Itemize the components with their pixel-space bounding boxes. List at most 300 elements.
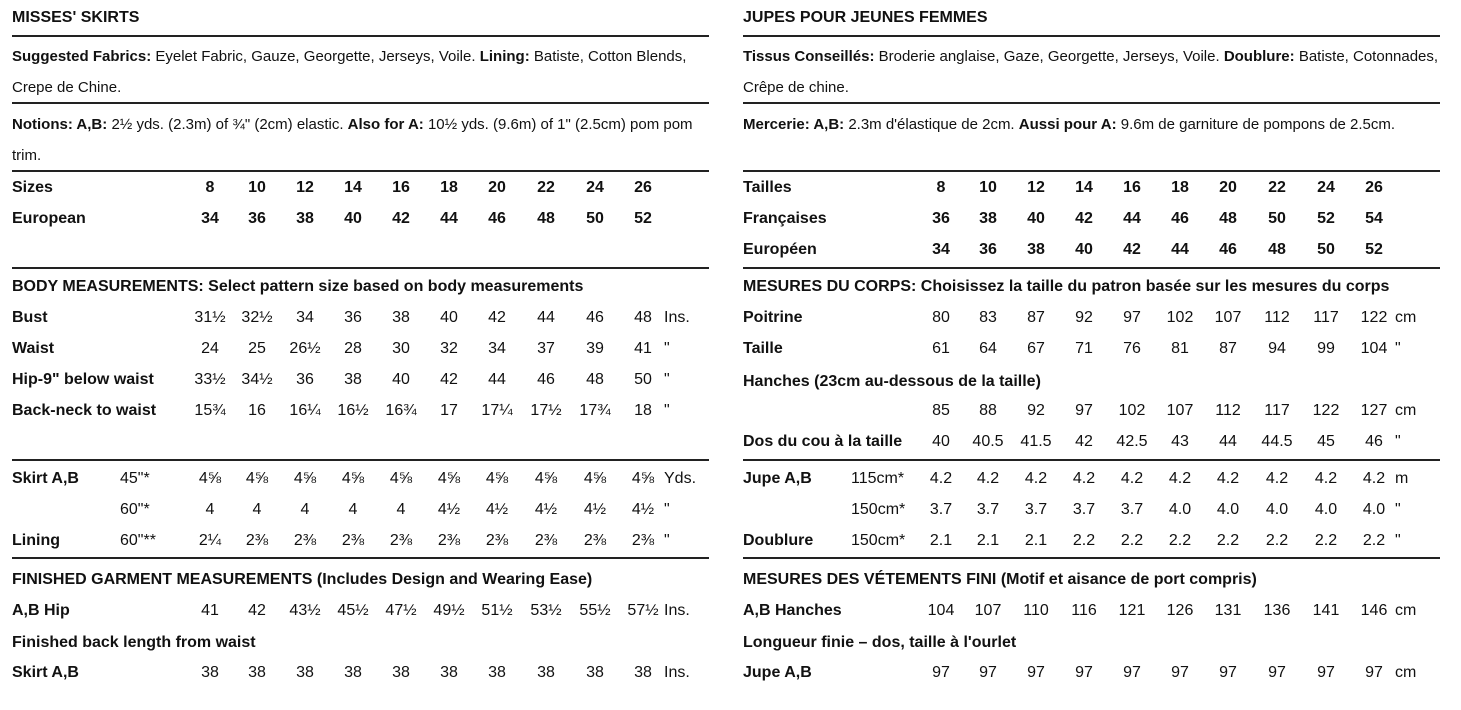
table-cell: 20 [488, 179, 506, 196]
table-cell: 17¼ [481, 402, 513, 419]
table-cell: 87 [1027, 309, 1045, 326]
table-cell: 4 [252, 501, 262, 518]
table-cell: 46 [1219, 241, 1237, 258]
table-cell: 44 [1123, 210, 1141, 227]
table-cell: 16 [1123, 179, 1141, 196]
row-label: Lining [12, 532, 60, 549]
unit-label: m [1395, 470, 1409, 487]
table-cell: 48 [1219, 210, 1237, 227]
table-cell: 112 [1215, 402, 1241, 419]
fabrics-paragraph [12, 41, 712, 103]
table-row [743, 205, 1440, 236]
table-cell: 22 [537, 179, 555, 196]
table-cell: 2.1 [1024, 532, 1048, 549]
table-cell: 2⅜ [293, 532, 317, 549]
row-label: Doublure [743, 532, 814, 549]
table-cell: 2⅜ [631, 532, 655, 549]
table-cell: 4.2 [1168, 470, 1192, 487]
unit-label: cm [1395, 602, 1417, 619]
table-cell: 107 [1166, 402, 1194, 419]
table-row [743, 397, 1440, 428]
table-cell: 46 [488, 210, 506, 227]
table-cell: 38 [979, 210, 997, 227]
table-cell: 43 [1171, 433, 1189, 450]
table-cell: 83 [979, 309, 997, 326]
table-cell: 34 [932, 241, 950, 258]
divider [743, 557, 1440, 559]
table-cell: 36 [296, 371, 314, 388]
table-cell: 57½ [627, 602, 659, 619]
table-cell: 92 [1075, 309, 1093, 326]
also-label: Aussi pour A: [1018, 116, 1117, 133]
table-cell: 141 [1312, 602, 1340, 619]
row-label: Hip-9" below waist [12, 371, 154, 388]
table-cell: 38 [248, 664, 266, 681]
table-cell: 3.7 [929, 501, 953, 518]
table-cell: 44 [1171, 241, 1189, 258]
table-cell: 42.5 [1116, 433, 1148, 450]
table-cell: 131 [1214, 602, 1242, 619]
table-cell: 2⅜ [341, 532, 365, 549]
table-cell: 41 [634, 340, 652, 357]
table-row [743, 597, 1440, 628]
table-cell: 33½ [194, 371, 226, 388]
table-row [12, 304, 709, 335]
table-cell: 4⅝ [534, 470, 558, 487]
table-cell: 42 [248, 602, 266, 619]
table-cell: 50 [634, 371, 652, 388]
fabric-width-label: 60"** [120, 532, 156, 549]
table-cell: 4.2 [1024, 470, 1048, 487]
table-cell: 44 [1219, 433, 1237, 450]
row-label: Jupe A,B [743, 470, 812, 487]
table-row [743, 236, 1440, 267]
table-cell: 3.7 [1072, 501, 1096, 518]
table-row [12, 205, 709, 236]
table-cell: 36 [932, 210, 950, 227]
table-cell: 40 [440, 309, 458, 326]
row-label: A,B Hanches [743, 602, 842, 619]
table-cell: 4.0 [1314, 501, 1338, 518]
table-cell: 4 [348, 501, 358, 518]
table-cell: 24 [586, 179, 604, 196]
unit-label: cm [1395, 309, 1417, 326]
table-cell: 49½ [433, 602, 465, 619]
table-cell: 117 [1264, 402, 1290, 419]
table-cell: 136 [1263, 602, 1291, 619]
table-cell: 10 [979, 179, 997, 196]
table-cell: 112 [1264, 309, 1290, 326]
table-cell: 122 [1360, 309, 1388, 326]
table-cell: 38 [296, 664, 314, 681]
table-cell: 46 [1365, 433, 1383, 450]
table-cell: 87 [1219, 340, 1237, 357]
divider [12, 267, 709, 269]
table-cell: 42 [1075, 210, 1093, 227]
table-cell: 2.2 [1265, 532, 1289, 549]
table-cell: 71 [1075, 340, 1093, 357]
table-cell: 16 [392, 179, 410, 196]
hip-label: Hanches (23cm au-dessous de la taille) [743, 373, 1041, 390]
table-cell: 4 [396, 501, 406, 518]
table-cell: 53½ [530, 602, 562, 619]
table-cell: 61 [932, 340, 950, 357]
table-cell: 52 [634, 210, 652, 227]
table-cell: 4.2 [1216, 470, 1240, 487]
lining-text: Batiste, Cotton Blends, Crepe de Chine. [12, 48, 687, 96]
table-cell: 18 [634, 402, 652, 419]
table-cell: 104 [927, 602, 955, 619]
table-cell: 102 [1118, 402, 1146, 419]
row-label: Dos du cou à la taille [743, 433, 903, 450]
table-cell: 81 [1171, 340, 1189, 357]
table-row [12, 174, 709, 205]
table-cell: 46 [1171, 210, 1189, 227]
table-cell: 16½ [337, 402, 369, 419]
table-cell: 97 [1123, 664, 1141, 681]
table-cell: 38 [586, 664, 604, 681]
divider [743, 35, 1440, 37]
table-cell: 22 [1268, 179, 1286, 196]
table-cell: 26½ [289, 340, 321, 357]
table-cell: 36 [979, 241, 997, 258]
table-cell: 2⅜ [485, 532, 509, 549]
table-cell: 37 [537, 340, 555, 357]
table-cell: 2.2 [1072, 532, 1096, 549]
row-label: Bust [12, 309, 48, 326]
unit-label: " [1395, 532, 1401, 549]
divider [12, 35, 709, 37]
table-row [12, 465, 709, 496]
table-cell: 4⅝ [198, 470, 222, 487]
row-label: Européen [743, 241, 817, 258]
unit-label: " [664, 532, 670, 549]
unit-label: " [664, 371, 670, 388]
row-label: Jupe A,B [743, 664, 812, 681]
table-cell: 2.1 [929, 532, 953, 549]
lining-label: Doublure: [1223, 48, 1295, 65]
back-length-label: Longueur finie – dos, taille à l'ourlet [743, 634, 1017, 651]
table-cell: 40 [1027, 210, 1045, 227]
table-cell: 16¾ [385, 402, 417, 419]
table-cell: 47½ [385, 602, 417, 619]
table-cell: 12 [296, 179, 314, 196]
table-cell: 32½ [241, 309, 273, 326]
table-cell: 126 [1166, 602, 1194, 619]
fabric-width-label: 45"* [120, 470, 150, 487]
table-cell: 50 [1268, 210, 1286, 227]
unit-label: " [664, 501, 670, 518]
table-cell: 34 [488, 340, 506, 357]
table-cell: 52 [1365, 241, 1383, 258]
table-cell: 76 [1123, 340, 1141, 357]
table-cell: 32 [440, 340, 458, 357]
table-cell: 48 [1268, 241, 1286, 258]
row-label: European [12, 210, 86, 227]
table-cell: 92 [1027, 402, 1045, 419]
table-cell: 38 [440, 664, 458, 681]
table-cell: 4½ [631, 501, 655, 518]
table-cell: 97 [1268, 664, 1286, 681]
row-label: Poitrine [743, 309, 803, 326]
divider [12, 170, 709, 172]
table-cell: 97 [979, 664, 997, 681]
section-title: JUPES POUR JEUNES FEMMES [743, 9, 988, 26]
table-cell: 44.5 [1261, 433, 1293, 450]
table-cell: 38 [201, 664, 219, 681]
table-cell: 45½ [337, 602, 369, 619]
table-cell: 17 [440, 402, 458, 419]
table-cell: 117 [1313, 309, 1339, 326]
table-cell: 3.7 [1024, 501, 1048, 518]
table-cell: 4⅝ [631, 470, 655, 487]
lining-text: Batiste, Cotonnades, Crêpe de chine. [743, 48, 1439, 96]
table-row [743, 465, 1440, 496]
divider [12, 102, 709, 104]
table-cell: 4.2 [1314, 470, 1338, 487]
table-cell: 4⅝ [293, 470, 317, 487]
row-label: Waist [12, 340, 55, 357]
table-cell: 48 [537, 210, 555, 227]
table-cell: 8 [936, 179, 946, 196]
table-cell: 104 [1360, 340, 1388, 357]
divider [743, 267, 1440, 269]
table-cell: 4.2 [929, 470, 953, 487]
table-cell: 41 [201, 602, 219, 619]
table-cell: 48 [586, 371, 604, 388]
table-row [743, 428, 1440, 459]
table-cell: 39 [586, 340, 604, 357]
notions-text: 2.3m d'élastique de 2cm. [848, 116, 1015, 133]
table-cell: 38 [488, 664, 506, 681]
table-cell: 4.0 [1216, 501, 1240, 518]
table-cell: 30 [392, 340, 410, 357]
table-cell: 94 [1268, 340, 1286, 357]
section-title: MISSES' SKIRTS [12, 9, 140, 26]
table-cell: 54 [1365, 210, 1383, 227]
table-cell: 97 [1027, 664, 1045, 681]
table-cell: 4 [205, 501, 215, 518]
body-measurements-title: BODY MEASUREMENTS: Select pattern size based on body measurements [12, 278, 584, 295]
table-cell: 41.5 [1020, 433, 1052, 450]
unit-label: " [664, 402, 670, 419]
unit-label: Ins. [664, 664, 690, 681]
table-cell: 42 [392, 210, 410, 227]
table-cell: 2.1 [976, 532, 1000, 549]
table-row [743, 496, 1440, 527]
table-cell: 64 [979, 340, 997, 357]
body-measurements-title: MESURES DU CORPS: Choisissez la taille du patron basée sur les mesures du corps [743, 278, 1390, 295]
table-cell: 85 [932, 402, 950, 419]
table-row [743, 659, 1440, 690]
row-label: A,B Hip [12, 602, 70, 619]
table-row [743, 174, 1440, 205]
table-cell: 38 [392, 309, 410, 326]
table-cell: 67 [1027, 340, 1045, 357]
row-label: Skirt A,B [12, 470, 79, 487]
table-cell: 4.2 [976, 470, 1000, 487]
table-cell: 4⅝ [341, 470, 365, 487]
table-cell: 107 [1214, 309, 1242, 326]
table-cell: 2.2 [1120, 532, 1144, 549]
table-row [12, 335, 709, 366]
table-cell: 34½ [241, 371, 273, 388]
table-cell: 97 [1219, 664, 1237, 681]
table-cell: 26 [1365, 179, 1383, 196]
table-cell: 38 [537, 664, 555, 681]
table-cell: 34 [296, 309, 314, 326]
table-cell: 40.5 [972, 433, 1004, 450]
table-cell: 38 [344, 664, 362, 681]
notions-paragraph [743, 109, 1443, 140]
table-cell: 43½ [289, 602, 321, 619]
table-row [12, 659, 709, 690]
table-cell: 55½ [579, 602, 611, 619]
fabrics-text: Eyelet Fabric, Gauze, Georgette, Jerseys, Voile. [155, 48, 476, 65]
table-cell: 36 [344, 309, 362, 326]
fabric-width-label: 115cm* [851, 470, 905, 487]
table-cell: 2¼ [198, 532, 222, 549]
table-cell: 80 [932, 309, 950, 326]
table-cell: 4⅝ [389, 470, 413, 487]
row-label: Taille [743, 340, 783, 357]
table-cell: 97 [1317, 664, 1335, 681]
fabrics-paragraph [743, 41, 1443, 103]
table-cell: 2.2 [1362, 532, 1386, 549]
fabric-width-label: 150cm* [851, 501, 906, 518]
table-cell: 97 [1075, 402, 1093, 419]
table-cell: 122 [1312, 402, 1340, 419]
table-cell: 102 [1166, 309, 1194, 326]
table-cell: 121 [1118, 602, 1146, 619]
notions-label: Notions: A,B: [12, 116, 108, 133]
table-cell: 18 [440, 179, 458, 196]
table-cell: 4⅝ [245, 470, 269, 487]
table-cell: 97 [1365, 664, 1383, 681]
table-cell: 2.2 [1314, 532, 1338, 549]
table-cell: 36 [248, 210, 266, 227]
unit-label: cm [1395, 664, 1417, 681]
divider [743, 102, 1440, 104]
table-cell: 50 [1317, 241, 1335, 258]
also-label: Also for A: [347, 116, 424, 133]
table-cell: 24 [1317, 179, 1335, 196]
table-cell: 99 [1317, 340, 1335, 357]
table-cell: 34 [201, 210, 219, 227]
table-cell: 52 [1317, 210, 1335, 227]
table-cell: 42 [488, 309, 506, 326]
fabric-width-label: 60"* [120, 501, 150, 518]
table-cell: 17½ [530, 402, 562, 419]
table-cell: 97 [1075, 664, 1093, 681]
table-cell: 40 [1075, 241, 1093, 258]
table-cell: 46 [537, 371, 555, 388]
table-cell: 3.7 [976, 501, 1000, 518]
row-label: Françaises [743, 210, 827, 227]
table-cell: 8 [205, 179, 215, 196]
table-cell: 38 [392, 664, 410, 681]
table-cell: 12 [1027, 179, 1045, 196]
table-row [12, 527, 709, 558]
table-cell: 51½ [481, 602, 513, 619]
row-label: Sizes [12, 179, 53, 196]
table-cell: 4½ [534, 501, 558, 518]
table-cell: 4 [300, 501, 310, 518]
divider [12, 557, 709, 559]
table-cell: 127 [1360, 402, 1388, 419]
table-cell: 2⅜ [583, 532, 607, 549]
table-row [743, 304, 1440, 335]
table-cell: 44 [488, 371, 506, 388]
unit-label: " [1395, 501, 1401, 518]
table-cell: 2.2 [1216, 532, 1240, 549]
notions-label: Mercerie: A,B: [743, 116, 845, 133]
table-cell: 14 [344, 179, 362, 196]
table-cell: 48 [634, 309, 652, 326]
table-cell: 4⅝ [437, 470, 461, 487]
also-text: 10½ yds. (9.6m) of 1" (2.5cm) pom pom trim. [12, 116, 693, 164]
table-cell: 97 [932, 664, 950, 681]
table-row [743, 335, 1440, 366]
divider [743, 459, 1440, 461]
row-label: Tailles [743, 179, 792, 196]
table-cell: 16 [248, 402, 266, 419]
table-cell: 42 [1123, 241, 1141, 258]
table-cell: 10 [248, 179, 266, 196]
table-cell: 110 [1023, 602, 1049, 619]
table-cell: 24 [201, 340, 219, 357]
table-cell: 146 [1360, 602, 1388, 619]
also-text: 9.6m de garniture de pompons de 2.5cm. [1120, 116, 1396, 133]
table-cell: 4⅝ [485, 470, 509, 487]
table-cell: 88 [979, 402, 997, 419]
unit-label: " [1395, 433, 1401, 450]
table-cell: 4½ [583, 501, 607, 518]
table-cell: 40 [392, 371, 410, 388]
fabrics-label: Tissus Conseillés: [743, 48, 875, 65]
table-cell: 2⅜ [245, 532, 269, 549]
divider [743, 170, 1440, 172]
row-label: Skirt A,B [12, 664, 79, 681]
table-cell: 2⅜ [389, 532, 413, 549]
table-cell: 31½ [194, 309, 226, 326]
table-cell: 4.0 [1265, 501, 1289, 518]
table-cell: 2⅜ [534, 532, 558, 549]
table-row [12, 397, 709, 428]
fabrics-text: Broderie anglaise, Gaze, Georgette, Jerseys, Voile. [878, 48, 1220, 65]
table-cell: 38 [296, 210, 314, 227]
table-row [12, 366, 709, 397]
table-cell: 44 [537, 309, 555, 326]
table-cell: 50 [586, 210, 604, 227]
table-cell: 20 [1219, 179, 1237, 196]
table-cell: 26 [634, 179, 652, 196]
table-cell: 4.0 [1362, 501, 1386, 518]
table-cell: 107 [974, 602, 1002, 619]
table-cell: 116 [1071, 602, 1097, 619]
table-cell: 42 [440, 371, 458, 388]
unit-label: " [1395, 340, 1401, 357]
table-cell: 97 [1171, 664, 1189, 681]
table-cell: 4½ [485, 501, 509, 518]
table-row [743, 527, 1440, 558]
notions-text: 2½ yds. (2.3m) of ¾" (2cm) elastic. [111, 116, 344, 133]
unit-label: Ins. [664, 309, 690, 326]
table-cell: 97 [1123, 309, 1141, 326]
table-cell: 2.2 [1168, 532, 1192, 549]
row-label: Back-neck to waist [12, 402, 157, 419]
table-cell: 3.7 [1120, 501, 1144, 518]
